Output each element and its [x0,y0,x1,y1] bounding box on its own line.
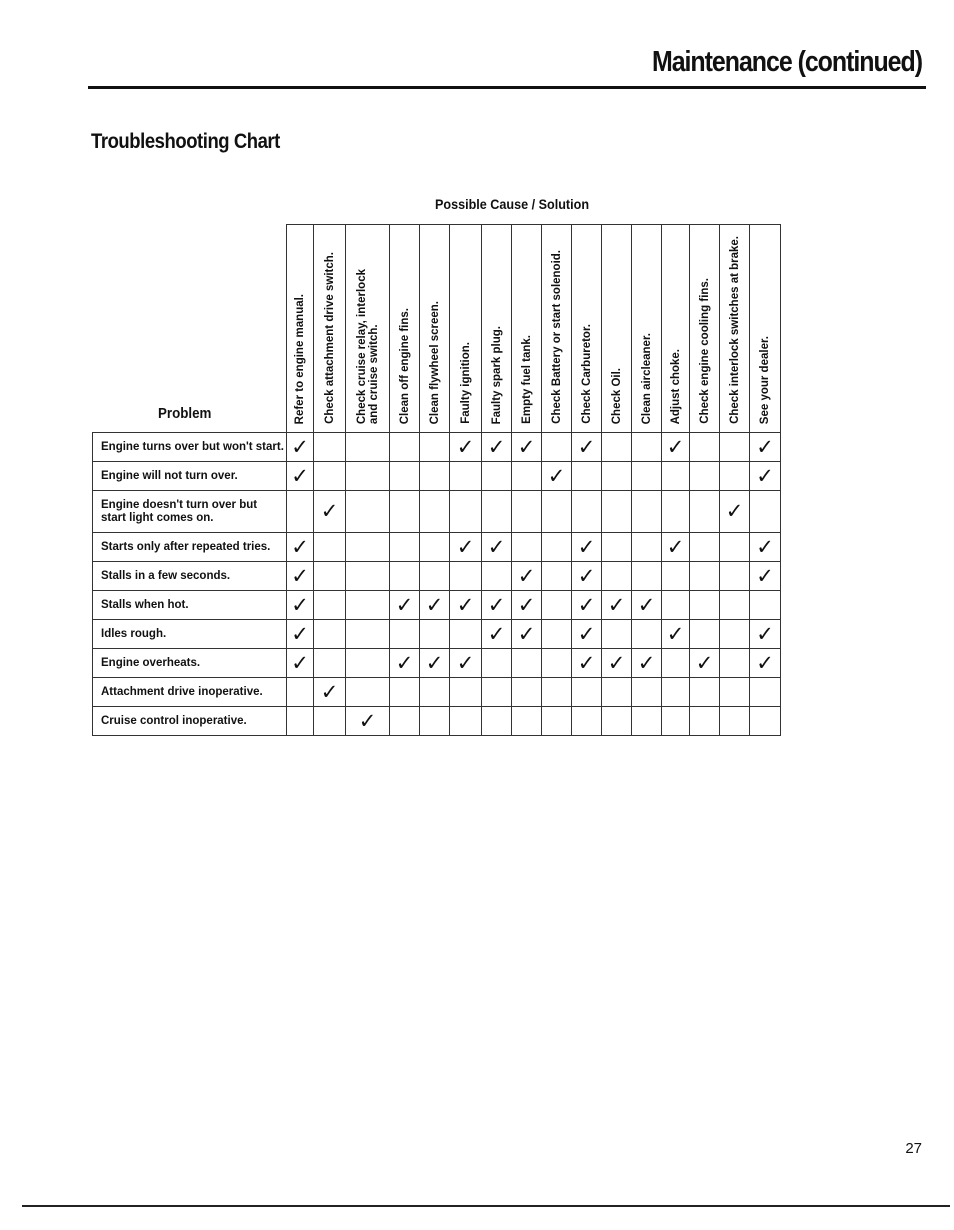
mark-cell [690,491,720,533]
table-row [93,620,781,649]
check-mark-icon: ✓ [517,563,536,588]
mark-cell [632,462,662,491]
mark-cell [314,678,346,707]
mark-cell [346,678,390,707]
mark-cell [602,533,632,562]
mark-cell [287,462,314,491]
mark-cell [420,591,450,620]
mark-cell [542,562,572,591]
check-mark-icon: ✓ [456,434,475,459]
cause-header [542,225,572,433]
troubleshooting-table [92,224,781,736]
mark-cell [390,433,420,462]
check-mark-icon: ✓ [607,650,626,675]
cause-label [759,336,771,424]
mark-cell [572,491,602,533]
mark-cell [720,591,750,620]
mark-cell [314,562,346,591]
mark-cell [450,491,482,533]
mark-cell [720,620,750,649]
cause-header [512,225,542,433]
mark-cell [346,433,390,462]
cause-label-line: Check Battery or start solenoid. [550,250,563,424]
mark-cell [512,620,542,649]
mark-cell [750,491,781,533]
cause-label [460,342,472,424]
problem-cell [93,707,287,736]
mark-cell [750,620,781,649]
mark-cell [287,649,314,678]
mark-cell [314,462,346,491]
problem-text: Idles rough. [101,627,167,640]
cause-header [632,225,662,433]
mark-cell [450,462,482,491]
mark-cell [572,562,602,591]
cause-header [572,225,602,433]
cause-label-line: Check Carburetor. [580,324,593,424]
problem-text: Stalls in a few seconds. [101,569,231,582]
check-mark-icon: ✓ [291,534,309,559]
mark-cell [690,707,720,736]
mark-cell [314,649,346,678]
mark-cell [632,591,662,620]
mark-cell [690,462,720,491]
check-mark-icon: ✓ [456,592,475,617]
mark-cell [420,678,450,707]
mark-cell [542,649,572,678]
mark-cell [346,491,390,533]
problem-cell [93,491,287,533]
mark-cell [750,562,781,591]
cause-label-line: Faulty spark plug. [490,325,503,424]
mark-cell [420,562,450,591]
mark-cell [390,491,420,533]
mark-cell [542,620,572,649]
mark-cell [314,433,346,462]
check-mark-icon: ✓ [487,434,506,459]
cause-header [662,225,690,433]
mark-cell [750,591,781,620]
mark-cell [632,491,662,533]
check-mark-icon: ✓ [577,650,596,675]
mark-cell [542,433,572,462]
cause-header [420,225,450,433]
mark-cell [346,533,390,562]
mark-cell [542,678,572,707]
table-row [93,533,781,562]
mark-cell [632,620,662,649]
check-mark-icon: ✓ [291,563,309,588]
mark-cell [346,462,390,491]
mark-cell [287,562,314,591]
cause-label-line: Adjust choke. [669,348,682,424]
mark-cell [482,562,512,591]
mark-cell [720,491,750,533]
cause-label-line: Check attachment drive switch. [323,252,336,424]
cause-label [324,252,336,424]
mark-cell [572,591,602,620]
table-row [93,433,781,462]
cause-caption: Possible Cause / Solution [434,196,590,212]
cause-label [670,349,682,424]
mark-cell [390,591,420,620]
problem-text: Starts only after repeated tries. [101,540,271,553]
check-mark-icon: ✓ [291,463,309,488]
cause-label [294,294,306,424]
mark-cell [542,533,572,562]
mark-cell [542,462,572,491]
check-mark-icon: ✓ [577,563,596,588]
mark-cell [390,707,420,736]
mark-cell [662,707,690,736]
mark-cell [690,649,720,678]
check-mark-icon: ✓ [517,592,536,617]
problem-cell [93,591,287,620]
mark-cell [450,433,482,462]
check-mark-icon: ✓ [756,463,774,488]
mark-cell [662,620,690,649]
mark-cell [346,649,390,678]
check-mark-icon: ✓ [291,621,309,646]
check-mark-icon: ✓ [358,708,377,733]
mark-cell [662,491,690,533]
page-number: 27 [905,1140,922,1157]
check-mark-icon: ✓ [425,650,444,675]
mark-cell [720,462,750,491]
mark-cell [750,433,781,462]
check-mark-icon: ✓ [695,650,714,675]
mark-cell [450,620,482,649]
mark-cell [720,649,750,678]
cause-header [314,225,346,433]
mark-cell [542,707,572,736]
problem-text: Attachment drive inoperative. [101,685,263,698]
mark-cell [287,591,314,620]
mark-cell [314,620,346,649]
check-mark-icon: ✓ [666,621,685,646]
table-corner [93,225,287,433]
mark-cell [662,678,690,707]
mark-cell [602,491,632,533]
mark-cell [314,533,346,562]
check-mark-icon: ✓ [577,434,596,459]
check-mark-icon: ✓ [607,592,626,617]
cause-label [399,308,411,424]
check-mark-icon: ✓ [456,650,475,675]
problem-cell [93,620,287,649]
cause-header [346,225,390,433]
check-mark-icon: ✓ [291,650,309,675]
mark-cell [602,462,632,491]
check-mark-icon: ✓ [577,534,596,559]
mark-cell [750,649,781,678]
mark-cell [450,649,482,678]
mark-cell [450,678,482,707]
mark-cell [512,462,542,491]
check-mark-icon: ✓ [487,534,506,559]
cause-label [699,278,711,424]
mark-cell [390,462,420,491]
table-row [93,491,781,533]
mark-cell [602,591,632,620]
mark-cell [662,591,690,620]
cause-label-line: Clean off engine fins. [398,307,411,424]
cause-header [482,225,512,433]
check-mark-icon: ✓ [666,434,685,459]
check-mark-icon: ✓ [517,621,536,646]
mark-cell [390,678,420,707]
mark-cell [572,707,602,736]
mark-cell [482,678,512,707]
check-mark-icon: ✓ [637,592,656,617]
mark-cell [346,707,390,736]
cause-label-line: Clean flywheel screen. [428,300,441,424]
cause-label [581,324,593,424]
problem-text: Engine doesn't turn over but [101,498,258,511]
check-mark-icon: ✓ [487,592,506,617]
cause-header [287,225,314,433]
check-mark-icon: ✓ [577,621,596,646]
mark-cell [602,707,632,736]
mark-cell [602,562,632,591]
mark-cell [314,591,346,620]
mark-cell [572,533,602,562]
problem-text: Stalls when hot. [101,598,189,611]
mark-cell [346,562,390,591]
table-row [93,678,781,707]
mark-cell [572,678,602,707]
mark-cell [720,533,750,562]
mark-cell [572,462,602,491]
mark-cell [720,433,750,462]
check-mark-icon: ✓ [637,650,656,675]
check-mark-icon: ✓ [547,463,566,488]
mark-cell [572,433,602,462]
mark-cell [690,620,720,649]
mark-cell [690,433,720,462]
check-mark-icon: ✓ [291,592,309,617]
problem-cell [93,462,287,491]
check-mark-icon: ✓ [320,499,339,523]
cause-label [356,269,380,424]
mark-cell [512,591,542,620]
mark-cell [420,649,450,678]
check-mark-icon: ✓ [291,434,309,459]
mark-cell [314,491,346,533]
mark-cell [632,562,662,591]
mark-cell [542,591,572,620]
cause-header [390,225,420,433]
cause-label-line: Empty fuel tank. [520,335,533,424]
mark-cell [482,620,512,649]
mark-cell [750,707,781,736]
mark-cell [750,462,781,491]
cause-label-line: Refer to engine manual. [294,293,306,424]
mark-cell [720,678,750,707]
mark-cell [287,678,314,707]
mark-cell [482,491,512,533]
mark-cell [750,533,781,562]
table-row [93,707,781,736]
cause-label [491,326,503,424]
mark-cell [450,591,482,620]
cause-label [551,250,563,424]
check-mark-icon: ✓ [456,534,475,559]
check-mark-icon: ✓ [425,592,444,617]
mark-cell [632,707,662,736]
cause-label-line: Check cruise relay, interlock [355,268,368,424]
mark-cell [602,433,632,462]
cause-label-line: Check engine cooling fins. [698,278,711,424]
mark-cell [450,533,482,562]
mark-cell [720,707,750,736]
check-mark-icon: ✓ [517,434,536,459]
mark-cell [314,707,346,736]
mark-cell [482,462,512,491]
mark-cell [690,562,720,591]
mark-cell [450,562,482,591]
mark-cell [662,649,690,678]
mark-cell [662,433,690,462]
table-row [93,462,781,491]
table-row [93,562,781,591]
cause-label-line: Check Oil. [610,367,623,424]
check-mark-icon: ✓ [487,621,506,646]
mark-cell [420,620,450,649]
problem-cell [93,678,287,707]
mark-cell [482,533,512,562]
mark-cell [662,462,690,491]
cause-label-line: See your dealer. [759,335,771,424]
mark-cell [602,678,632,707]
mark-cell [482,433,512,462]
cause-label-line: Clean aircleaner. [640,332,653,424]
mark-cell [690,533,720,562]
mark-cell [512,649,542,678]
cause-label [641,333,653,424]
mark-cell [420,491,450,533]
mark-cell [512,533,542,562]
mark-cell [602,649,632,678]
mark-cell [482,591,512,620]
table-row [93,649,781,678]
mark-cell [482,707,512,736]
mark-cell [512,433,542,462]
cause-label-line: Check interlock switches at brake. [728,236,741,424]
cause-header [690,225,720,433]
mark-cell [482,649,512,678]
mark-cell [287,620,314,649]
mark-cell [690,591,720,620]
mark-cell [632,678,662,707]
mark-cell [542,491,572,533]
check-mark-icon: ✓ [756,434,774,459]
check-mark-icon: ✓ [756,563,774,588]
check-mark-icon: ✓ [756,650,774,675]
heading-rule [88,86,926,89]
problem-cell [93,562,287,591]
check-mark-icon: ✓ [666,534,685,559]
mark-cell [512,678,542,707]
problem-text: Engine overheats. [101,656,201,669]
mark-cell [390,620,420,649]
mark-cell [720,562,750,591]
mark-cell [390,562,420,591]
check-mark-icon: ✓ [725,499,744,523]
mark-cell [346,591,390,620]
problem-cell [93,433,287,462]
mark-cell [662,533,690,562]
mark-cell [662,562,690,591]
check-mark-icon: ✓ [756,621,774,646]
mark-cell [632,649,662,678]
check-mark-icon: ✓ [577,592,596,617]
mark-cell [632,533,662,562]
check-mark-icon: ✓ [395,650,414,675]
mark-cell [512,491,542,533]
table-row [93,591,781,620]
problem-caption: Problem [158,406,212,422]
cause-label [611,368,623,424]
problem-cell [93,533,287,562]
mark-cell [390,649,420,678]
mark-cell [287,433,314,462]
mark-cell [287,491,314,533]
mark-cell [632,433,662,462]
problem-text: start light comes on. [101,511,214,524]
mark-cell [512,707,542,736]
mark-cell [512,562,542,591]
mark-cell [690,678,720,707]
cause-header-row [93,225,781,433]
mark-cell [572,620,602,649]
problem-text: Engine turns over but won't start. [101,440,284,453]
problem-text: Engine will not turn over. [101,469,238,482]
cause-header [450,225,482,433]
check-mark-icon: ✓ [756,534,774,559]
cause-header [750,225,781,433]
cause-label [729,236,741,424]
problem-cell [93,649,287,678]
mark-cell [602,620,632,649]
mark-cell [750,678,781,707]
check-mark-icon: ✓ [320,679,339,704]
mark-cell [420,433,450,462]
table-body [93,433,781,736]
mark-cell [450,707,482,736]
mark-cell [420,707,450,736]
cause-header [720,225,750,433]
mark-cell [420,462,450,491]
cause-header [602,225,632,433]
mark-cell [287,533,314,562]
cause-label [521,335,533,424]
page-heading: Maintenance (continued) [651,46,922,78]
mark-cell [287,707,314,736]
mark-cell [346,620,390,649]
check-mark-icon: ✓ [395,592,414,617]
cause-label-line: and cruise switch. [367,324,380,424]
bottom-rule [22,1205,950,1207]
mark-cell [420,533,450,562]
chart-title: Troubleshooting Chart [91,130,280,153]
mark-cell [572,649,602,678]
problem-text: Cruise control inoperative. [101,714,247,727]
cause-label [429,301,441,424]
mark-cell [390,533,420,562]
cause-label-line: Faulty ignition. [459,342,472,424]
